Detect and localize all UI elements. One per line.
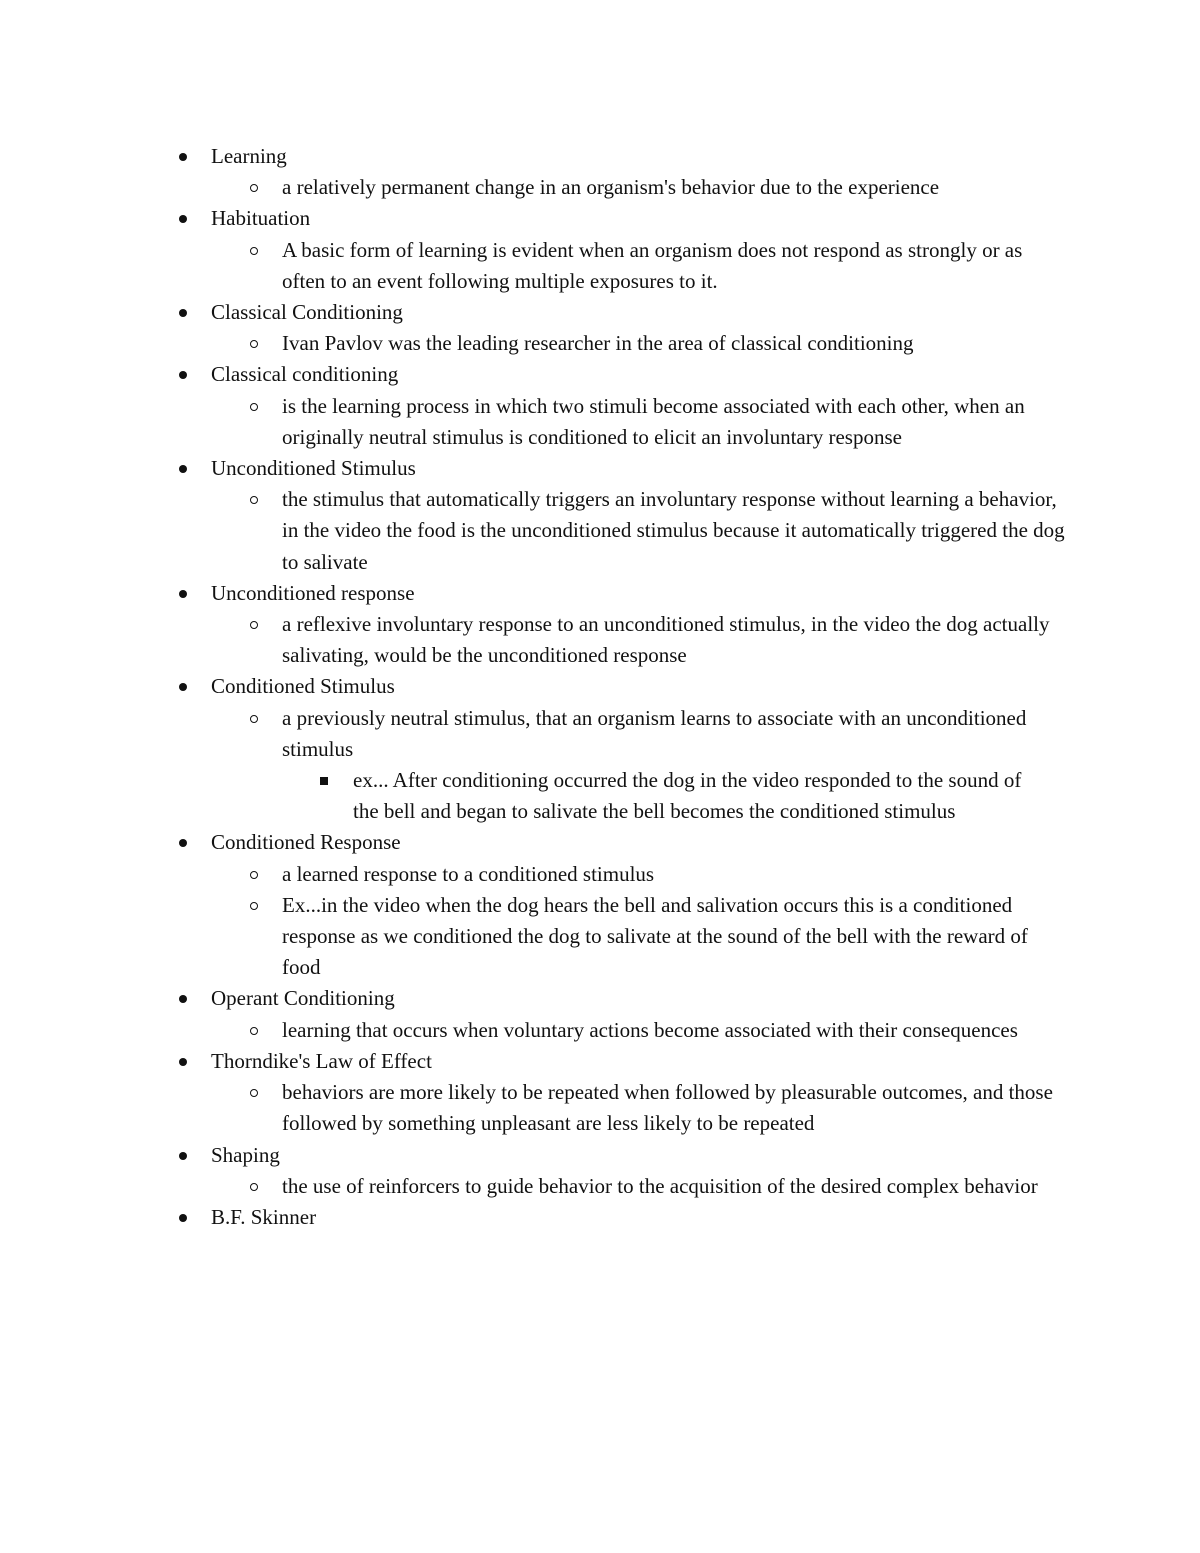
outline-topic: [0, 671, 1200, 827]
filled-bullet-icon: [179, 590, 187, 598]
topic-detail: [0, 391, 1200, 453]
topic-detail-text: is the learning process in which two stimuli become associated with each other, when an originally neutral stimulus is conditioned to elicit an involuntary response: [282, 393, 1025, 449]
topic-heading-text: Classical conditioning: [211, 362, 399, 387]
hollow-bullet-icon: [250, 1183, 258, 1191]
topic-detail-text: Ivan Pavlov was the leading researcher in the area of classical conditioning: [282, 331, 914, 356]
filled-bullet-icon: [179, 839, 187, 847]
topic-heading-text: B.F. Skinner: [211, 1204, 317, 1229]
topic-detail: [0, 1077, 1200, 1139]
filled-bullet-icon: [179, 683, 187, 691]
outline-topic: [0, 453, 1200, 578]
filled-bullet-icon: [179, 995, 187, 1003]
topic-detail-text: a relatively permanent change in an organism's behavior due to the experience: [282, 175, 940, 200]
topic-detail-text: the stimulus that automatically triggers an involuntary response without learning a behavior, in the video the food is the unconditioned stimulus because it automatically triggered the dog to salivate: [282, 487, 1065, 574]
filled-bullet-icon: [179, 215, 187, 223]
filled-bullet-icon: [179, 1152, 187, 1160]
topic-heading-text: Unconditioned response: [211, 580, 415, 605]
notes-outline: [0, 141, 1200, 1233]
topic-heading-text: Conditioned Response: [211, 830, 401, 855]
topic-heading-text: Operant Conditioning: [211, 986, 395, 1011]
topic-detail: [0, 890, 1200, 984]
topic-detail: [0, 859, 1200, 890]
topic-example: [0, 765, 1200, 827]
topic-heading: [0, 297, 1200, 328]
hollow-bullet-icon: [250, 340, 258, 348]
topic-detail-text: behaviors are more likely to be repeated when followed by pleasurable outcomes, and those followed by something unpleasant are less likely to be repeated: [282, 1080, 1053, 1136]
topic-heading-text: Shaping: [211, 1142, 280, 1167]
outline-topic: [0, 983, 1200, 1045]
hollow-bullet-icon: [250, 871, 258, 879]
topic-detail: [0, 1015, 1200, 1046]
topic-heading: [0, 453, 1200, 484]
filled-bullet-icon: [179, 153, 187, 161]
topic-heading: [0, 671, 1200, 702]
topic-detail-text: a learned response to a conditioned stimulus: [282, 861, 655, 886]
hollow-bullet-icon: [250, 247, 258, 255]
topic-heading-text: Habituation: [211, 206, 311, 231]
topic-heading: [0, 203, 1200, 234]
topic-detail-text: a previously neutral stimulus, that an organism learns to associate with an unconditioned stimulus: [282, 705, 1027, 761]
outline-topic: [0, 1202, 1200, 1233]
hollow-bullet-icon: [250, 184, 258, 192]
hollow-bullet-icon: [250, 1089, 258, 1097]
hollow-bullet-icon: [250, 715, 258, 723]
topic-detail-text: the use of reinforcers to guide behavior to the acquisition of the desired complex behavior: [282, 1173, 1038, 1198]
outline-topic: [0, 141, 1200, 203]
topic-heading: [0, 1046, 1200, 1077]
topic-detail: [0, 703, 1200, 765]
topic-heading: [0, 578, 1200, 609]
topic-heading-text: Classical Conditioning: [211, 300, 403, 325]
topic-heading: [0, 359, 1200, 390]
outline-topic: [0, 578, 1200, 672]
topic-example-text: ex... After conditioning occurred the dog in the video responded to the sound of the bell and began to salivate the bell becomes the conditioned stimulus: [353, 768, 1022, 824]
topic-detail: [0, 484, 1200, 578]
hollow-bullet-icon: [250, 1027, 258, 1035]
topic-heading-text: Thorndike's Law of Effect: [211, 1048, 432, 1073]
hollow-bullet-icon: [250, 403, 258, 411]
filled-bullet-icon: [179, 465, 187, 473]
hollow-bullet-icon: [250, 621, 258, 629]
filled-bullet-icon: [179, 309, 187, 317]
topic-detail-text: a reflexive involuntary response to an unconditioned stimulus, in the video the dog actually salivating, would be the unconditioned response: [282, 612, 1050, 668]
filled-bullet-icon: [179, 371, 187, 379]
topic-heading: [0, 827, 1200, 858]
topic-detail: [0, 328, 1200, 359]
topic-detail: [0, 609, 1200, 671]
filled-bullet-icon: [179, 1058, 187, 1066]
topic-detail: [0, 235, 1200, 297]
outline-topic: [0, 297, 1200, 359]
topic-heading-text: Conditioned Stimulus: [211, 674, 395, 699]
topic-heading-text: Learning: [211, 144, 287, 168]
hollow-bullet-icon: [250, 496, 258, 504]
topic-detail: [0, 1171, 1200, 1202]
outline-topic: [0, 1046, 1200, 1140]
hollow-bullet-icon: [250, 902, 258, 910]
topic-heading-text: Unconditioned Stimulus: [211, 456, 416, 481]
outline-topic: [0, 827, 1200, 983]
outline-topic: [0, 1140, 1200, 1202]
topic-detail-text: A basic form of learning is evident when an organism does not respond as strongly or as often to an event following multiple exposures to it.: [282, 237, 1023, 293]
topic-heading: [0, 141, 1200, 172]
filled-bullet-icon: [179, 1214, 187, 1222]
topic-heading: [0, 1202, 1200, 1233]
topic-detail-text: learning that occurs when voluntary actions become associated with their consequences: [282, 1017, 1018, 1042]
outline-topic: [0, 359, 1200, 453]
topic-detail: [0, 172, 1200, 203]
topic-heading: [0, 983, 1200, 1014]
topic-heading: [0, 1140, 1200, 1171]
square-bullet-icon: [320, 777, 328, 785]
topic-detail-text: Ex...in the video when the dog hears the bell and salivation occurs this is a conditioned response as we conditioned the dog to salivate at the sound of the bell with the reward of food: [282, 892, 1028, 980]
outline-topic: [0, 203, 1200, 297]
